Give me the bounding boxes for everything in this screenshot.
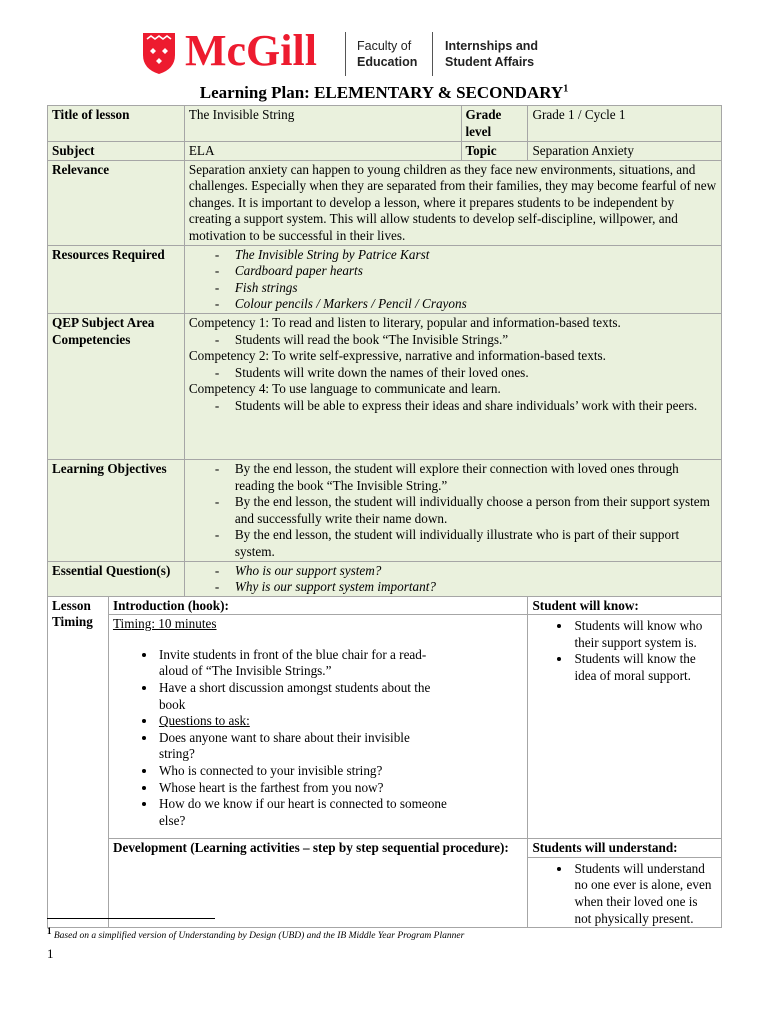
competencies: [184, 313, 721, 459]
relevance-value: Separation anxiety can happen to young children as they face new environments, situations, and challenges. Especially when they are separated from their families, they may become fearful of new changes. It is important to develop a lesson, where it prepares students to be independent by creating a support system. This will allow students to develop self-discipline, willpower, and motivation to be successful in their lives.: [184, 160, 721, 245]
table-row: [48, 561, 722, 596]
intro-timing: Timing: 10 minutes: [112, 616, 217, 632]
competency-2: Competency 2: To write self-expressive, narrative and information-based texts.: [188, 348, 606, 364]
footnote-divider: [47, 918, 215, 919]
table-row: [48, 106, 722, 142]
list-item: • Questions to ask:: [157, 713, 447, 730]
list-item: - The Invisible String by Patrice Karst: [215, 247, 717, 264]
development-heading: Development (Learning activities – step by step sequential procedure):: [108, 839, 528, 928]
list-item: • Have a short discussion amongst students about the book: [157, 680, 447, 713]
list-item: • Does anyone want to share about their invisible string?: [157, 730, 447, 763]
table-row: [48, 313, 722, 459]
understand-content: [528, 857, 722, 927]
list-item: - Fish strings: [215, 280, 717, 297]
list-item: • How do we know if our heart is connected to someone else?: [157, 796, 447, 829]
list-item: - Why is our support system important?: [215, 579, 717, 596]
objectives-label: Learning Objectives: [48, 459, 185, 561]
university-name: McGill: [185, 26, 317, 75]
list-item: • Whose heart is the farthest from you now?: [157, 780, 447, 797]
list-item: - By the end lesson, the student will explore their connection with loved ones through reading the book “The Invisible String.”: [215, 461, 717, 494]
lesson-timing-label: Lesson Timing: [48, 596, 109, 928]
grade-label: Grade level: [461, 106, 528, 142]
lesson-plan-table: [47, 105, 722, 928]
qep-label: QEP Subject Area Competencies: [48, 313, 185, 459]
table-row: [48, 142, 722, 161]
essential-questions-label: Essential Question(s): [48, 561, 185, 596]
table-row: [48, 839, 722, 858]
competency-4: Competency 4: To use language to communicate and learn.: [188, 381, 501, 397]
resources-label: Resources Required: [48, 245, 185, 313]
list-item: • Students will understand no one ever is alone, even when their loved one is not physically present.: [572, 861, 717, 927]
table-row: [48, 160, 722, 245]
page-title: Learning Plan: ELEMENTARY & SECONDARY$^1$: [199, 83, 569, 102]
list-item: - Cardboard paper hearts: [215, 263, 717, 280]
faculty-name: Faculty of Education: [357, 39, 418, 69]
resources-list: [184, 245, 721, 313]
page-number: 1: [47, 946, 54, 961]
table-row: [48, 245, 722, 313]
list-item: - Students will write down the names of their loved ones.: [215, 365, 717, 382]
footnote: $^1$ Based on a simplified version of Understanding by Design (UBD) and the IB Middle Year Program Planner: [47, 926, 465, 942]
header-logo: [142, 28, 622, 78]
list-item: • Who is connected to your invisible string?: [157, 763, 447, 780]
relevance-label: Relevance: [48, 160, 185, 245]
title-value: The Invisible String: [184, 106, 461, 142]
table-row: [48, 596, 722, 615]
list-item: • Students will know who their support system is.: [572, 618, 717, 651]
divider: [432, 32, 433, 76]
list-item: - Who is our support system?: [215, 563, 717, 580]
competency-1: Competency 1: To read and listen to literary, popular and information-based texts.: [188, 314, 621, 330]
topic-label: Topic: [461, 142, 528, 161]
divider: [345, 32, 346, 76]
table-row: [48, 459, 722, 561]
understand-heading: Students will understand:: [528, 839, 722, 858]
list-item: - Students will read the book “The Invisible Strings.”: [215, 332, 717, 349]
introduction-heading: Introduction (hook):: [108, 596, 528, 615]
essential-questions: [184, 561, 721, 596]
objectives-list: [184, 459, 721, 561]
office-name: Internships and Student Affairs: [445, 39, 539, 69]
introduction-content: [108, 615, 528, 839]
know-heading: Student will know:: [528, 596, 722, 615]
mcgill-crest-icon: [142, 31, 176, 75]
title-label: Title of lesson: [48, 106, 185, 142]
know-content: [528, 615, 722, 839]
list-item: - Students will be able to express their ideas and share individuals’ work with their peers.: [215, 398, 717, 415]
list-item: • Invite students in front of the blue chair for a read-aloud of “The Invisible Strings.”: [157, 647, 447, 680]
subject-label: Subject: [48, 142, 185, 161]
list-item: - By the end lesson, the student will individually illustrate who is part of their support system.: [215, 527, 717, 560]
list-item: • Students will know the idea of moral support.: [572, 651, 717, 684]
list-item: - Colour pencils / Markers / Pencil / Crayons: [215, 296, 717, 313]
topic-value: Separation Anxiety: [528, 142, 722, 161]
list-item: - By the end lesson, the student will individually choose a person from their support system and successfully write their name down.: [215, 494, 717, 527]
subject-value: ELA: [184, 142, 461, 161]
grade-value: Grade 1 / Cycle 1: [528, 106, 722, 142]
table-row: [48, 615, 722, 839]
